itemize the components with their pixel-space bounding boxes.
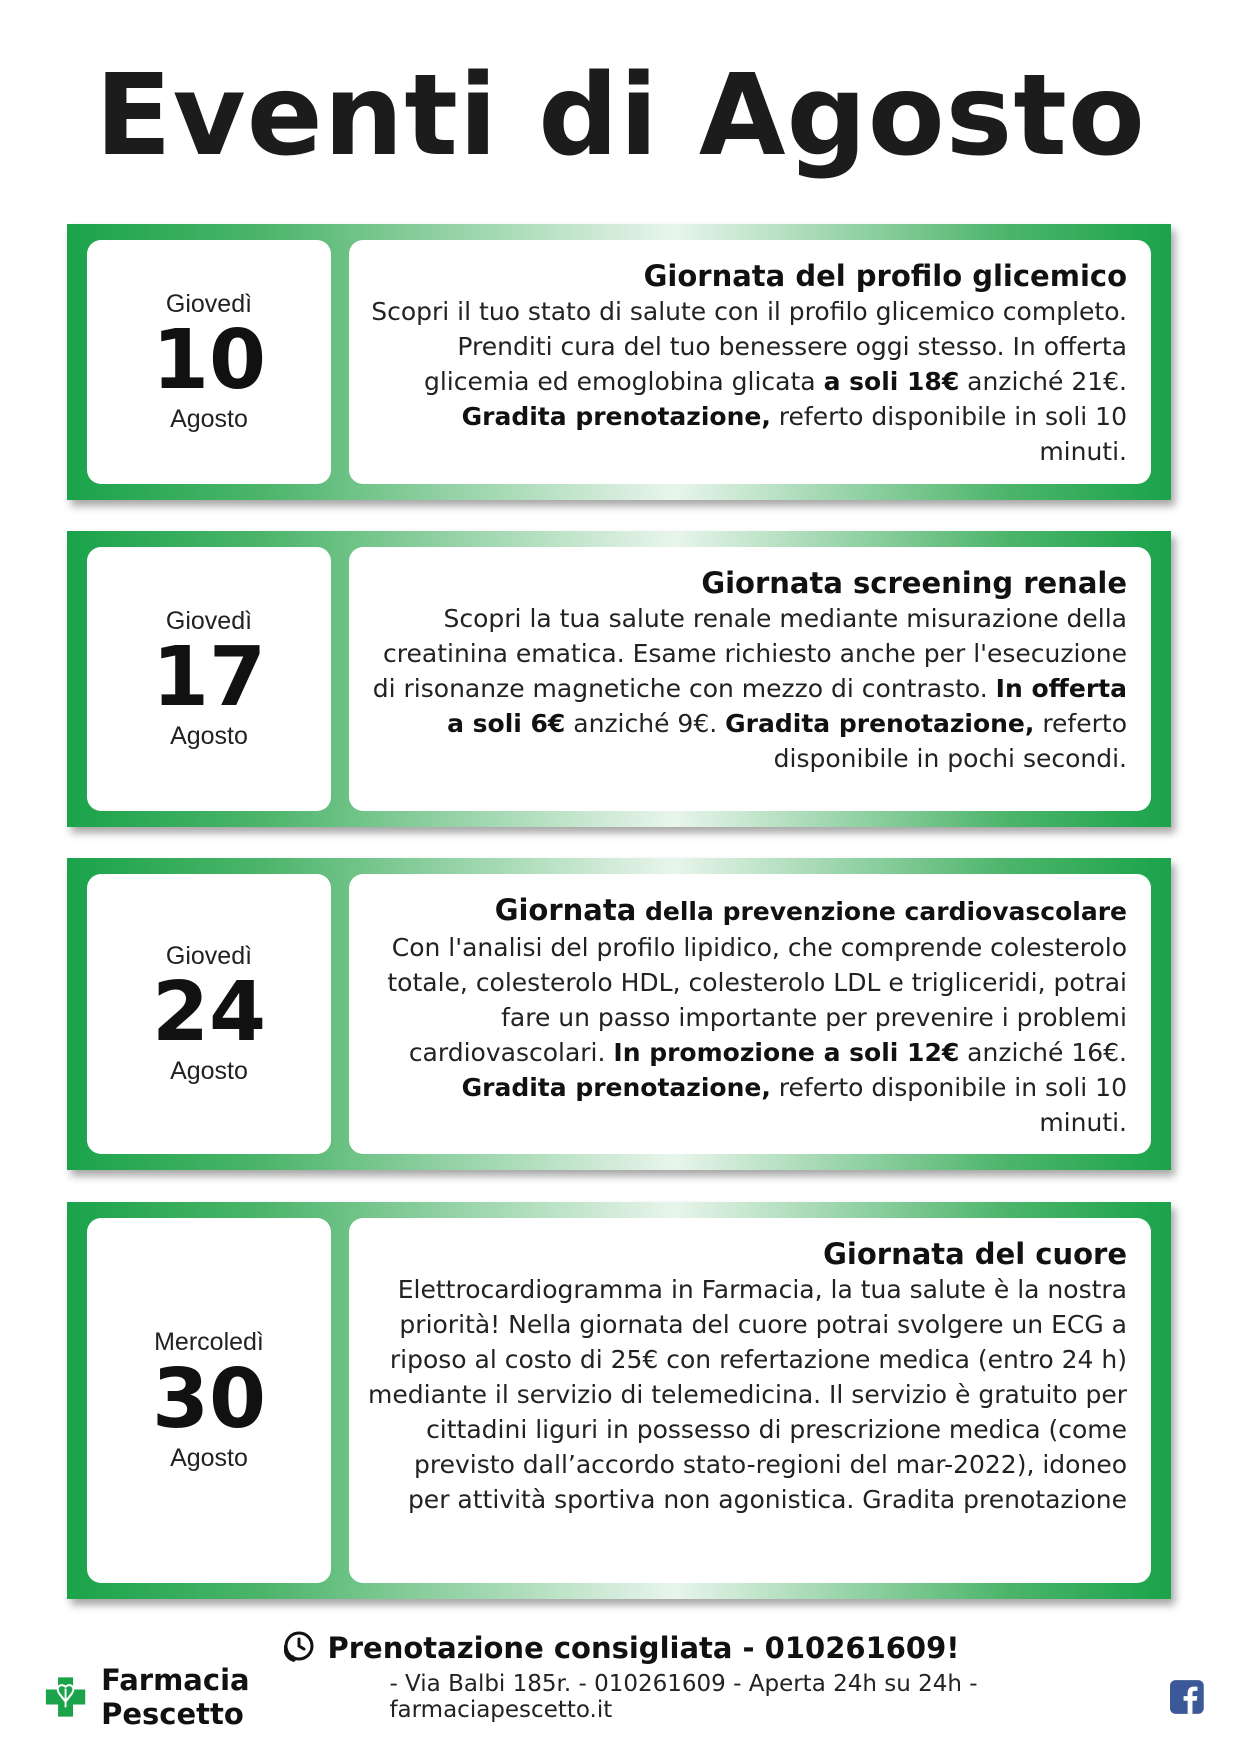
event-title: [367, 892, 1127, 930]
event-month: Agosto: [170, 405, 248, 433]
event-text: referto disponibile in pochi secondi.: [773, 709, 1127, 773]
event-title: Giornata screening renale: [701, 566, 1127, 600]
event-details: [349, 1218, 1151, 1583]
event-text: referto disponibile in soli 10 minuti.: [770, 402, 1127, 466]
event-weekday: Giovedì: [165, 289, 253, 318]
facebook-icon[interactable]: [1170, 1679, 1204, 1715]
event-text: Scopri il tuo stato di salute con il profilo glicemico completo. Prenditi cura del tuo benessere oggi stesso. In offerta glicemia ed emoglobina glicata: [371, 297, 1127, 396]
event-title-rest: della prevenzione cardiovascolare: [636, 897, 1127, 926]
event-card: [67, 531, 1171, 827]
event-price: a soli 18€: [823, 367, 960, 396]
event-text: anziché 21€.: [959, 367, 1127, 396]
event-month: Agosto: [170, 722, 248, 750]
event-day: 24: [151, 965, 267, 1060]
event-price: In promozione a soli 12€: [613, 1038, 960, 1067]
event-price: In offerta a soli 6€: [447, 674, 1127, 738]
event-month: Agosto: [170, 1057, 248, 1085]
pharmacy-info: - Via Balbi 185r. - 010261609 - Aperta 24h su 24h - farmaciapescetto.it: [389, 1671, 978, 1723]
event-card: [67, 224, 1171, 500]
event-details: [349, 240, 1151, 484]
event-booking-note: Gradita prenotazione,: [725, 709, 1035, 738]
phone-clock-icon: [281, 1630, 315, 1664]
event-details: [349, 874, 1151, 1154]
page-title: Eventi di Agosto: [95, 51, 1146, 181]
event-text: anziché 16€.: [959, 1038, 1127, 1067]
event-description: [367, 601, 1127, 776]
event-text: Elettrocardiogramma in Farmacia, la tua salute è la nostra priorità! Nella giornata del cuore potrai svolgere un ECG a riposo al costo di 25€ con refertazione medica (entro 24 h) mediante il servizio di telemedicina. Il servizio è gratuito per cittadini liguri in possesso di prescrizione medica (come previsto dall’accordo stato-regioni del mar-2022), idoneo per attività sportiva non agonistica. Gradita prenotazione: [368, 1275, 1127, 1514]
footer: [44, 1663, 1204, 1731]
event-title: Giornata del cuore: [823, 1237, 1127, 1271]
booking-text: Prenotazione consigliata - 010261609!: [327, 1631, 960, 1665]
event-month: Agosto: [170, 1443, 248, 1472]
event-day: 17: [151, 630, 267, 725]
event-date: [87, 874, 331, 1154]
event-date: [87, 547, 331, 811]
pharmacy-cross-icon: [44, 1674, 87, 1720]
event-weekday: Mercoledì: [154, 1328, 264, 1356]
event-date: [87, 1218, 331, 1583]
event-day: 10: [151, 313, 267, 408]
event-title-main: Giornata: [494, 893, 637, 927]
event-text: referto disponibile in soli 10 minuti.: [770, 1073, 1127, 1137]
event-text: anziché 9€.: [565, 709, 726, 738]
booking-line: [0, 1630, 1241, 1665]
event-day: 30: [151, 1351, 267, 1447]
event-card: [67, 858, 1171, 1170]
event-details: [349, 547, 1151, 811]
event-booking-note: Gradita prenotazione,: [461, 402, 771, 431]
pharmacy-name: Farmacia Pescetto: [101, 1663, 250, 1731]
event-description: [367, 1272, 1127, 1517]
event-text: Con l'analisi del profilo lipidico, che comprende colesterolo totale, colesterolo HDL, colesterolo LDL e trigliceridi, potrai fare un passo importante per prevenire i problemi cardiovascolari.: [387, 933, 1127, 1067]
event-weekday: Giovedì: [165, 941, 253, 970]
event-booking-note: Gradita prenotazione,: [461, 1073, 771, 1102]
event-title: Giornata del profilo glicemico: [643, 259, 1127, 293]
event-description: [367, 294, 1127, 469]
event-description: [367, 930, 1127, 1140]
event-weekday: Giovedì: [165, 606, 253, 635]
event-card: [67, 1202, 1171, 1599]
event-text: Scopri la tua salute renale mediante misurazione della creatinina ematica. Esame richiesto anche per l'esecuzione di risonanze magnetiche con mezzo di contrasto.: [372, 604, 1127, 703]
event-date: [87, 240, 331, 484]
